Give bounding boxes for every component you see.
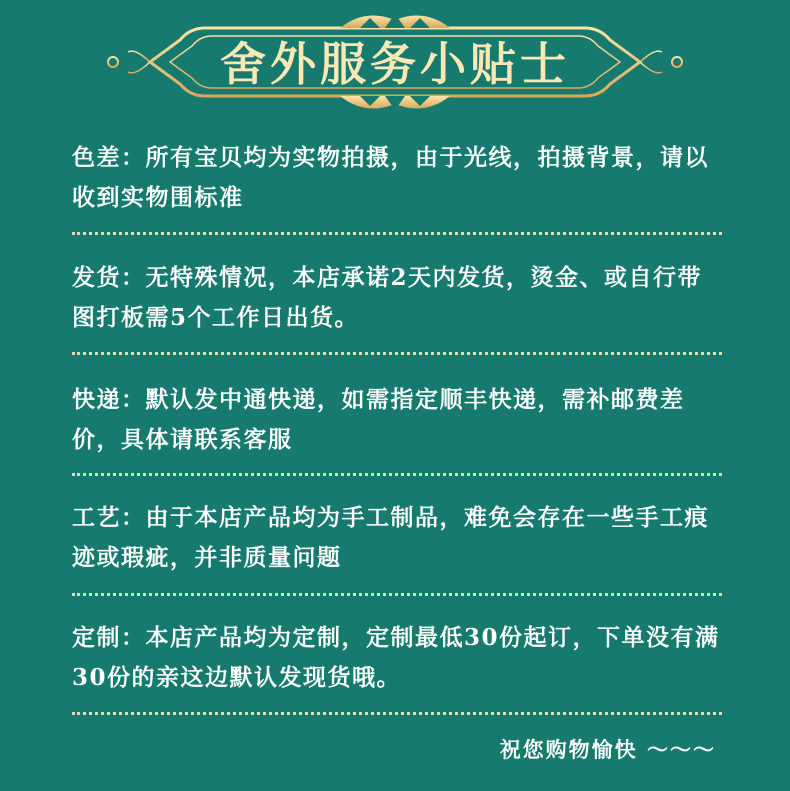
dotted-divider [72,593,722,596]
tip-craft [72,498,722,578]
dotted-divider [72,473,722,476]
title-banner [0,0,790,120]
dotted-divider [72,712,722,715]
tip-text: 定制：本店产品均为定制，定制最低30份起订，下单没有满30份的亲这边默认发现货哦。 [72,624,720,691]
dotted-divider [72,232,722,235]
tip-customization [72,618,722,698]
tip-text: 发货：无特殊情况，本店承诺2天内发货，烫金、或自行带图打板需5个工作日出货。 [72,264,703,331]
tip-text: 色差：所有宝贝均为实物拍摄，由于光线，拍摄背景，请以收到实物围标准 [72,144,709,211]
closing-greeting: 祝您购物愉快 ～～～ [499,737,716,762]
page-title: 舍外服务小贴士 [220,37,570,91]
tip-text: 快递：默认发中通快递，如需指定顺丰快递，需补邮费差价，具体请联系客服 [72,386,685,453]
tip-color-difference [72,138,722,218]
tip-shipping-time [72,258,722,338]
tip-courier [72,380,722,460]
tip-text: 工艺：由于本店产品均为手工制品，难免会存在一些手工痕迹或瑕疵，并非质量问题 [72,504,709,571]
dotted-divider [72,352,722,355]
